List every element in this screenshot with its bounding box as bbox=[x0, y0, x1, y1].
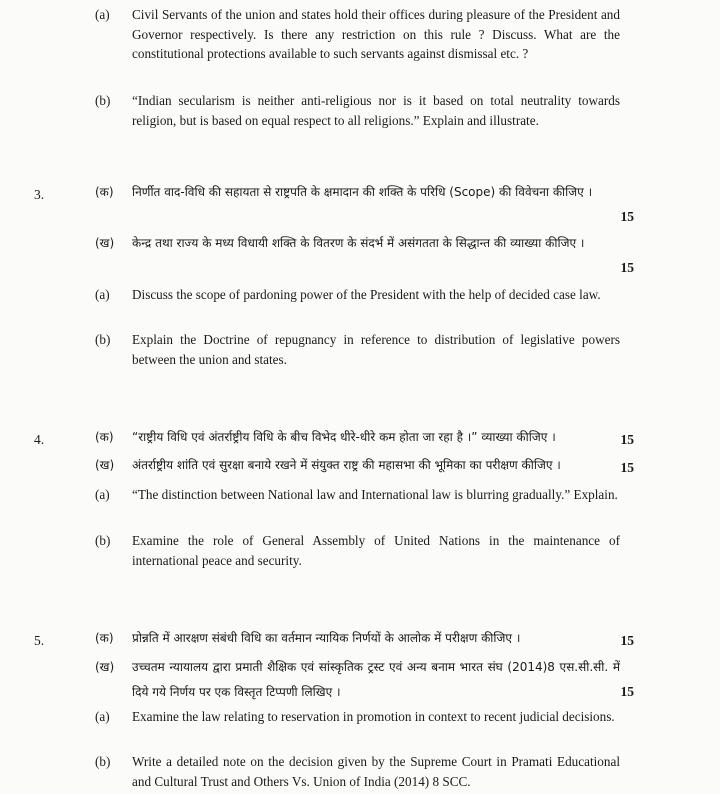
part-label: (a) bbox=[95, 487, 110, 502]
question-number: 4. bbox=[34, 432, 45, 447]
marks: 15 bbox=[620, 260, 634, 275]
question-number: 5. bbox=[34, 633, 45, 648]
marks: 15 bbox=[620, 633, 634, 648]
part-text: उच्चतम न्यायालय द्वारा प्रमाती शैक्षिक एवं सांस्कृतिक ट्रस्ट एवं अन्य बनाम भारत संघ (2014)8 एस.सी.सी. में दिये गये निर्णय पर एक विस्तृत टिप्पणी लिखिए । bbox=[132, 660, 620, 699]
part-text: अंतर्राष्ट्रीय शांति एवं सुरक्षा बनाये रखने में संयुक्त राष्ट्र की महासभा की भूमिका का परीक्षण कीजिए । bbox=[132, 458, 561, 472]
part-text: “राष्ट्रीय विधि एवं अंतर्राष्ट्रीय विधि के बीच विभेद धीरे-धीरे कम होता जा रहा है ।” व्याख्या कीजिए । bbox=[132, 430, 556, 444]
part-text: Explain the Doctrine of repugnancy in reference to distribution of legislative powers between the union and states. bbox=[132, 332, 620, 367]
part-text: केन्द्र तथा राज्य के मध्य विधायी शक्ति के वितरण के संदर्भ में असंगतता के सिद्धान्त की व्याख्या कीजिए । bbox=[132, 236, 585, 250]
marks: 15 bbox=[620, 684, 634, 699]
part-text: “The distinction between National law and International law is blurring gradually.” Explain. bbox=[132, 487, 618, 502]
part-label: (a) bbox=[95, 709, 110, 724]
marks: 15 bbox=[620, 209, 634, 224]
part-label: (क) bbox=[95, 631, 114, 645]
marks: 15 bbox=[620, 432, 634, 447]
part-label: (b) bbox=[95, 332, 111, 347]
part-text: Civil Servants of the union and states hold their offices during pleasure of the President and Governor respectively. Is there any restriction on this rule ? Discuss. What are the constitutional protections available to such servants against dismissal etc. ? bbox=[132, 7, 620, 62]
part-label: (a) bbox=[95, 287, 110, 302]
part-label: (b) bbox=[95, 533, 111, 548]
part-text: प्रोन्नति में आरक्षण संबंधी विधि का वर्तमान न्यायिक निर्णयों के आलोक में परीक्षण कीजिए । bbox=[132, 631, 521, 645]
part-label: (a) bbox=[95, 7, 110, 22]
part-label: (ख) bbox=[95, 236, 115, 250]
part-label: (क) bbox=[95, 430, 114, 444]
part-label: (ख) bbox=[95, 660, 115, 674]
part-text: Discuss the scope of pardoning power of the President with the help of decided case law. bbox=[132, 287, 601, 302]
part-text: Write a detailed note on the decision given by the Supreme Court in Pramati Educational and Cultural Trust and Others Vs. Union of India (2014) 8 SCC. bbox=[132, 754, 620, 789]
part-text: “Indian secularism is neither anti-religious nor is it based on total neutrality towards religion, but is based on equal respect to all religions.” Explain and illustrate. bbox=[132, 93, 620, 128]
part-text: Examine the law relating to reservation in promotion in context to recent judicial decisions. bbox=[132, 709, 615, 724]
part-label: (b) bbox=[95, 93, 111, 108]
part-label: (ख) bbox=[95, 458, 115, 472]
part-text: Examine the role of General Assembly of United Nations in the maintenance of international peace and security. bbox=[132, 533, 620, 568]
part-label: (क) bbox=[95, 185, 114, 199]
part-label: (b) bbox=[95, 754, 111, 769]
marks: 15 bbox=[620, 460, 634, 475]
question-number: 3. bbox=[34, 187, 45, 202]
part-text: निर्णीत वाद-विधि की सहायता से राष्ट्रपति के क्षमादान की शक्ति के परिधि (Scope) की विवेचना कीजिए । bbox=[132, 185, 593, 199]
